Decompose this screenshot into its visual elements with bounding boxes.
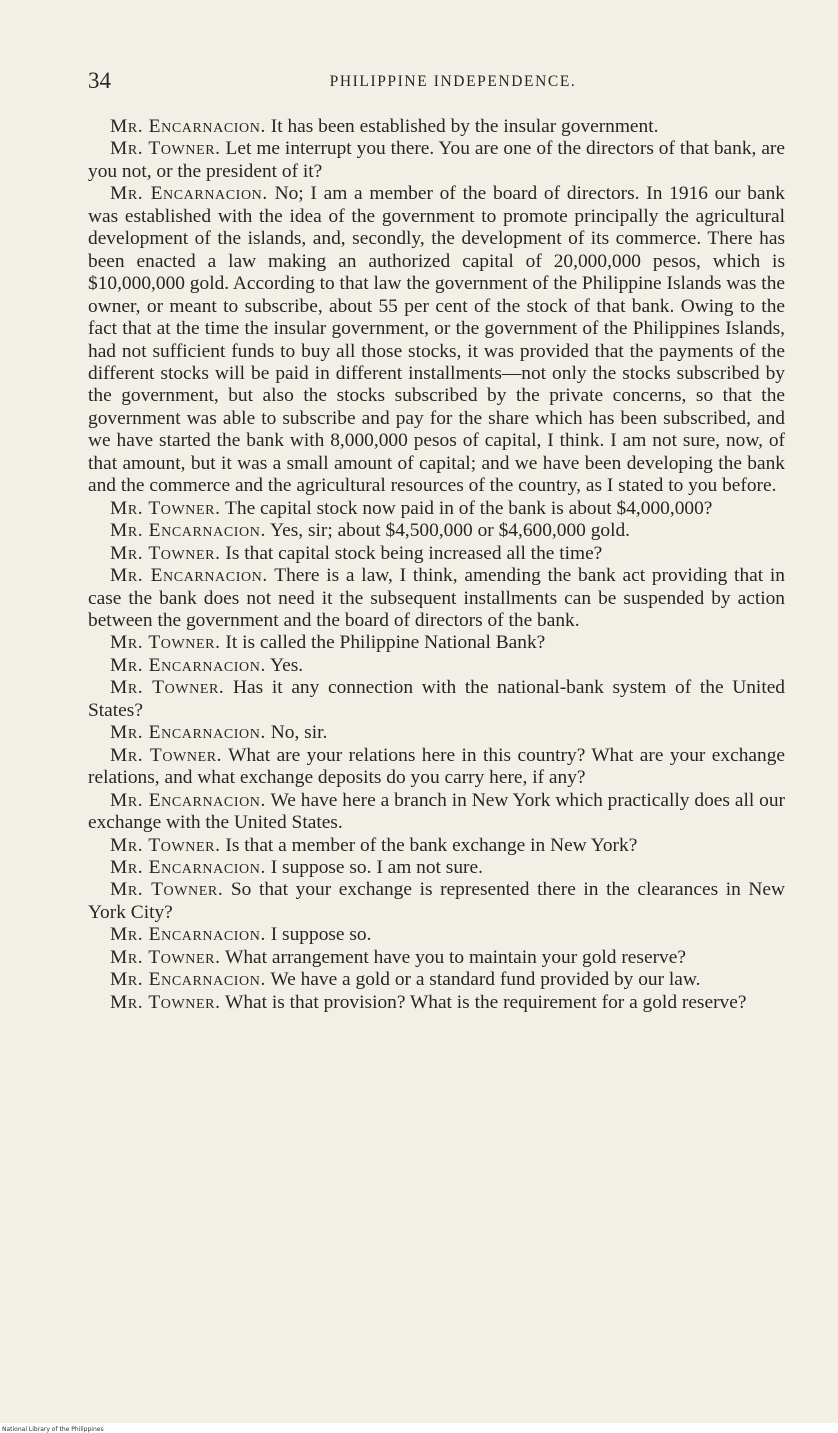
- page-number: 34: [88, 68, 111, 93]
- statement: It has been established by the insular government.: [265, 116, 659, 137]
- statement: The capital stock now paid in of the bank is about $4,000,000?: [220, 497, 713, 519]
- speaker-name: Mr. Encarnacion.: [110, 565, 268, 587]
- statement: What arrangement have you to maintain your gold reserve?: [220, 946, 686, 968]
- speaker-name: Mr. Encarnacion.: [110, 789, 266, 811]
- speaker-name: Mr. Encarnacion.: [110, 183, 268, 205]
- page-header: [88, 68, 788, 96]
- speaker-name: Mr. Encarnacion.: [110, 116, 266, 137]
- paragraph: [88, 879, 785, 924]
- statement: So that your exchange is represented there in the clearances in New York City?: [88, 879, 785, 923]
- paragraph: [88, 543, 785, 565]
- statement: I suppose so.: [265, 924, 372, 946]
- speaker-name: Mr. Encarnacion.: [110, 654, 266, 676]
- speaker-name: Mr. Towner.: [110, 834, 221, 856]
- speaker-name: Mr. Encarnacion.: [110, 856, 266, 878]
- paragraph: [88, 183, 785, 497]
- paragraph: [88, 745, 785, 790]
- paragraph: [88, 520, 785, 542]
- speaker-name: Mr. Towner.: [110, 138, 221, 160]
- statement: No, sir.: [265, 722, 328, 744]
- statement: I suppose so. I am not sure.: [265, 856, 483, 878]
- statement: What are your relations here in this country? What are your exchange relations, and what exchange deposits do you carry here, if any?: [88, 744, 785, 789]
- speaker-name: Mr. Towner.: [110, 879, 224, 901]
- statement: Is that capital stock being increased all the time?: [220, 542, 603, 564]
- statement: What is that provision? What is the requirement for a gold reserve?: [220, 991, 747, 1013]
- statement: No; I am a member of the board of directors. In 1916 our bank was established with the idea of the government to promote principally the agricultural development of the islands, and, secondly, the development of its commerce. There has been enacted a law making an authorized capital of 20,000,000 pesos, which is $10,000,000 gold. According to that law the government of the Philippine Islands was the owner, or meant to subscribe, about 55 per cent of the stock of that bank. Owing to the fact that at the time the insular government, or the government of the Philippines Islands, had not sufficient funds to buy all those stocks, it was provided that the payments of the different stocks will be paid in different installments—not only the stocks subscribed by the government, but also the stocks subscribed by the private concerns, so that the government was able to subscribe and pay for the share which has been subscribed, and we have started the bank with 8,000,000 pesos of capital, I think. I am not sure, now, of that amount, but it was a small amount of capital; and we have been developing the bank and the commerce and the agricultural resources of the country, as I stated to you before.: [88, 183, 785, 497]
- speaker-name: Mr. Towner.: [110, 497, 221, 519]
- paragraph: [88, 565, 785, 632]
- speaker-name: Mr. Encarnacion.: [110, 969, 266, 991]
- speaker-name: Mr. Towner.: [110, 946, 221, 968]
- paragraph: [88, 835, 785, 857]
- speaker-name: Mr. Towner.: [110, 677, 225, 699]
- speaker-name: Mr. Towner.: [110, 744, 223, 766]
- speaker-name: Mr. Towner.: [110, 542, 221, 564]
- paragraph: [88, 924, 785, 946]
- statement: There is a law, I think, amending the bank act providing that in case the bank does not need it the subsequent installments can be suspended by action between the government and the board of directors of the bank.: [88, 565, 785, 631]
- running-title: PHILIPPINE INDEPENDENCE.: [329, 73, 577, 90]
- statement: It is called the Philippine National Bank?: [220, 632, 546, 654]
- paragraph: [88, 790, 785, 835]
- paragraph: [88, 655, 785, 677]
- statement: Is that a member of the bank exchange in New York?: [220, 834, 638, 856]
- paragraph: [88, 116, 785, 138]
- paragraph: [88, 857, 785, 879]
- testimony-text: [88, 116, 785, 1014]
- statement: Yes, sir; about $4,500,000 or $4,600,000 gold.: [265, 520, 631, 542]
- paragraph: [88, 632, 785, 654]
- library-credit: National Library of the Philippines: [2, 1426, 104, 1433]
- speaker-name: Mr. Encarnacion.: [110, 520, 266, 542]
- statement: Yes.: [265, 654, 304, 676]
- paragraph: [88, 138, 785, 183]
- statement: Let me interrupt you there. You are one of the directors of that bank, are you not, or the president of it?: [88, 138, 785, 182]
- speaker-name: Mr. Towner.: [110, 632, 221, 654]
- paragraph: [88, 677, 785, 722]
- speaker-name: Mr. Towner.: [110, 991, 221, 1013]
- paragraph: [88, 969, 785, 991]
- paragraph: [88, 992, 785, 1014]
- scan-bottom-strip: [0, 1423, 838, 1433]
- paragraph: [88, 498, 785, 520]
- speaker-name: Mr. Encarnacion.: [110, 924, 266, 946]
- statement: We have a gold or a standard fund provided by our law.: [265, 969, 701, 991]
- paragraph: [88, 722, 785, 744]
- speaker-name: Mr. Encarnacion.: [110, 722, 266, 744]
- paragraph: [88, 947, 785, 969]
- statement: Has it any connection with the national-bank system of the United States?: [88, 677, 786, 721]
- statement: We have here a branch in New York which practically does all our exchange with the United States.: [88, 789, 785, 834]
